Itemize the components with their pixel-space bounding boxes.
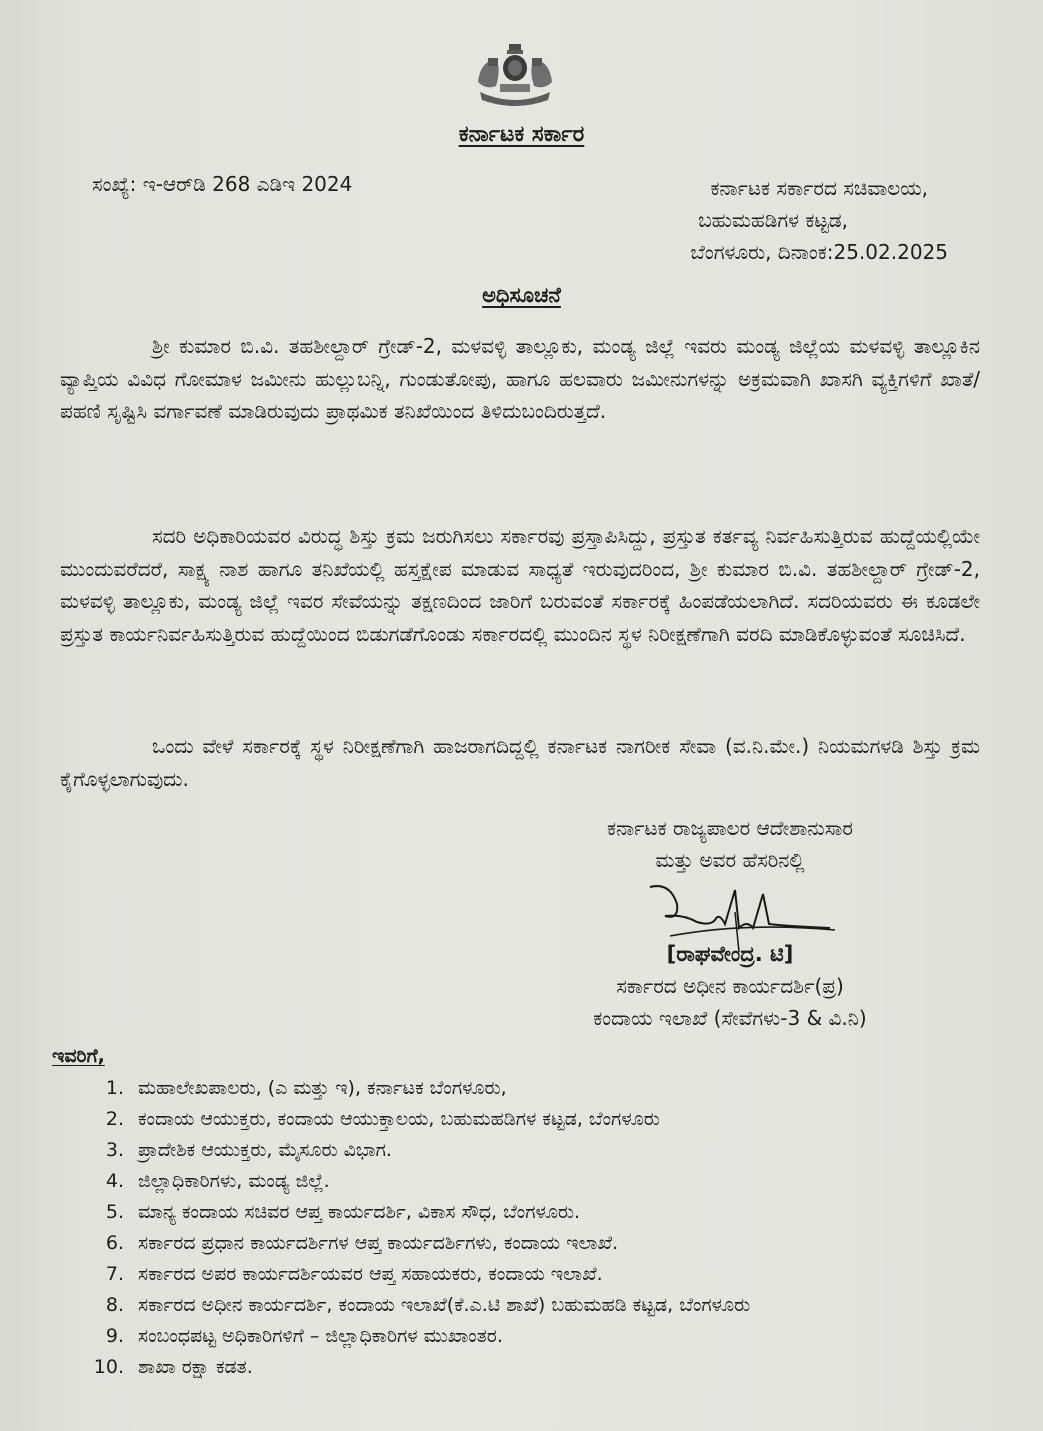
recipients-list (52, 1073, 952, 1383)
office-address (690, 172, 948, 268)
handwritten-signature-icon (520, 882, 940, 938)
body-paragraph: ಶ್ರೀ ಕುಮಾರ ಬಿ.ವಿ. ತಹಶೀಲ್ದಾರ್ ಗ್ರೇಡ್-2, ಮಳವಳ್ಳಿ ತಾಲ್ಲೂಕು, ಮಂಡ್ಯ ಜಿಲ್ಲೆ ಇವರು ಮಂಡ್ಯ ಜಿಲ್ಲೆಯ ಮಳವಳ್ಳಿ ತಾಲ್ಲೂಕಿನ ವ್ಯಾಪ್ತಿಯ ವಿವಿಧ ಗೋಮಾಳ ಜಮೀನು ಹುಲ್ಲುಬನ್ನಿ, ಗುಂಡುತೋಪು, ಹಾಗೂ ಹಲವಾರು ಜಮೀನುಗಳನ್ನು ಅಕ್ರಮವಾಗಿ ಖಾಸಗಿ ವ್ಯಕ್ತಿಗಳಿಗೆ ಖಾತೆ/ಪಹಣಿ ಸೃಷ್ಟಿಸಿ ವರ್ಗಾವಣೆ ಮಾಡಿರುವುದು ಪ್ರಾಥಮಿಕ ತನಿಖೆಯಿಂದ ತಿಳಿದುಬಂದಿರುತ್ತದೆ. (60, 334, 980, 423)
document-heading: ಅಧಿಸೂಚನೆ (482, 283, 561, 307)
authority-line: ಮತ್ತು ಅವರ ಹೆಸರಿನಲ್ಲಿ (655, 848, 805, 872)
signer-department: ಕಂದಾಯ ಇಲಾಖೆ (ಸೇವೆಗಳು-3 & ವಿ.ನಿ) (593, 1006, 867, 1030)
list-item: 9. ಸಂಬಂಧಪಟ್ಟ ಅಧಿಕಾರಿಗಳಿಗೆ – ಜಿಲ್ಲಾಧಿಕಾರಿಗಳ ಮುಖಾಂತರ. (105, 1325, 503, 1347)
reference-number: ಸಂಖ್ಯೆ: ಇ-ಆರ್‌ಡಿ 268 ಎಡಿಇ 2024 (92, 172, 353, 196)
authority-line: ಕರ್ನಾಟಕ ರಾಜ್ಯಪಾಲರ ಆದೇಶಾನುಸಾರ (606, 816, 853, 840)
list-item: 10. ಶಾಖಾ ರಕ್ಷಾ ಕಡತ. (93, 1356, 253, 1378)
body-paragraph: ಒಂದು ವೇಳೆ ಸರ್ಕಾರಕ್ಕೆ ಸ್ಥಳ ನಿರೀಕ್ಷಣೆಗಾಗಿ ಹಾಜರಾಗದಿದ್ದಲ್ಲಿ ಕರ್ನಾಟಕ ನಾಗರೀಕ ಸೇವಾ (ವ.ನಿ.ಮೇ.) ನಿಯಮಗಳಡಿ ಶಿಸ್ತು ಕ್ರಮ ಕೈಗೊಳ್ಳಲಾಗುವುದು. (60, 734, 980, 791)
signer-name: [ರಾಘವೇಂದ್ರ. ಟಿ] (666, 942, 794, 966)
address-line: ಬಹುಮಹಡಿಗಳ ಕಟ್ಟಡ, (698, 208, 848, 232)
recipients-heading: ಇವರಿಗೆ, (52, 1045, 105, 1067)
list-item: 2. ಕಂದಾಯ ಆಯುಕ್ತರು, ಕಂದಾಯ ಆಯುಕ್ತಾಲಯ, ಬಹುಮಹಡಿಗಳ ಕಟ್ಟಡ, ಬೆಂಗಳೂರು (105, 1108, 660, 1130)
body-paragraph: ಸದರಿ ಅಧಿಕಾರಿಯವರ ವಿರುದ್ಧ ಶಿಸ್ತು ಕ್ರಮ ಜರುಗಿಸಲು ಸರ್ಕಾರವು ಪ್ರಸ್ತಾಪಿಸಿದ್ದು, ಪ್ರಸ್ತುತ ಕರ್ತವ್ಯ ನಿರ್ವಹಿಸುತ್ತಿರುವ ಹುದ್ದೆಯಲ್ಲಿಯೇ ಮುಂದುವರೆದರೆ, ಸಾಕ್ಷ್ಯ ನಾಶ ಹಾಗೂ ತನಿಖೆಯಲ್ಲಿ ಹಸ್ತಕ್ಷೇಪ ಮಾಡುವ ಸಾಧ್ಯತೆ ಇರುವುದರಿಂದ, ಶ್ರೀ ಕುಮಾರ ಬಿ.ವಿ. ತಹಶೀಲ್ದಾರ್ ಗ್ರೇಡ್-2, ಮಳವಳ್ಳಿ ತಾಲ್ಲೂಕು, ಮಂಡ್ಯ ಜಿಲ್ಲೆ ಇವರ ಸೇವೆಯನ್ನು ತಕ್ಷಣದಿಂದ ಜಾರಿಗೆ ಬರುವಂತೆ ಸರ್ಕಾರಕ್ಕೆ ಹಿಂಪಡೆಯಲಾಗಿದೆ. ಸದರಿಯವರು ಈ ಕೂಡಲೇ ಪ್ರಸ್ತುತ ಕಾರ್ಯನಿರ್ವಹಿಸುತ್ತಿರುವ ಹುದ್ದೆಯಿಂದ ಬಿಡುಗಡೆಗೊಂಡು ಸರ್ಕಾರದಲ್ಲಿ ಮುಂದಿನ ಸ್ಥಳ ನಿರೀಕ್ಷಣೆಗಾಗಿ ವರದಿ ಮಾಡಿಕೊಳ್ಳುವಂತೆ ಸೂಚಿಸಿದೆ. (60, 524, 980, 646)
government-title: ಕರ್ನಾಟಕ ಸರ್ಕಾರ (458, 122, 585, 147)
list-item: 5. ಮಾನ್ಯ ಕಂದಾಯ ಸಚಿವರ ಆಪ್ತ ಕಾರ್ಯದರ್ಶಿ, ವಿಕಾಸ ಸೌಧ, ಬೆಂಗಳೂರು. (105, 1201, 581, 1223)
list-item: 3. ಪ್ರಾದೇಶಿಕ ಆಯುಕ್ತರು, ಮೈಸೂರು ವಿಭಾಗ. (105, 1139, 392, 1161)
list-item: 4. ಜಿಲ್ಲಾಧಿಕಾರಿಗಳು, ಮಂಡ್ಯ ಜಿಲ್ಲೆ. (105, 1170, 330, 1192)
list-item: 8. ಸರ್ಕಾರದ ಅಧೀನ ಕಾರ್ಯದರ್ಶಿ, ಕಂದಾಯ ಇಲಾಖೆ(ಕೆ.ಎ.ಟಿ ಶಾಖೆ) ಬಹುಮಹಡಿ ಕಟ್ಟಡ, ಬೆಂಗಳೂರು (105, 1294, 751, 1316)
list-item: 7. ಸರ್ಕಾರದ ಅಪರ ಕಾರ್ಯದರ್ಶಿಯವರ ಆಪ್ತ ಸಹಾಯಕರು, ಕಂದಾಯ ಇಲಾಖೆ. (105, 1263, 603, 1285)
signer-designation: ಸರ್ಕಾರದ ಅಧೀನ ಕಾರ್ಯದರ್ಶಿ(ಪ್ರ) (616, 974, 844, 998)
address-line: ಕರ್ನಾಟಕ ಸರ್ಕಾರದ ಸಚಿವಾಲಯ, (710, 176, 928, 200)
karnataka-emblem-icon (470, 42, 560, 110)
list-item: 6. ಸರ್ಕಾರದ ಪ್ರಧಾನ ಕಾರ್ಯದರ್ಶಿಗಳ ಆಪ್ತ ಕಾರ್ಯದರ್ಶಿಗಳು, ಕಂದಾಯ ಇಲಾಖೆ. (105, 1232, 619, 1254)
list-item: 1. ಮಹಾಲೇಖಪಾಲರು, (ಎ ಮತ್ತು ಇ), ಕರ್ನಾಟಕ ಬೆಂಗಳೂರು, (105, 1077, 507, 1099)
recipients-section (52, 1045, 952, 1383)
signature-block (520, 812, 940, 1034)
address-date-line: ಬೆಂಗಳೂರು, ದಿನಾಂಕ:25.02.2025 (690, 240, 948, 264)
